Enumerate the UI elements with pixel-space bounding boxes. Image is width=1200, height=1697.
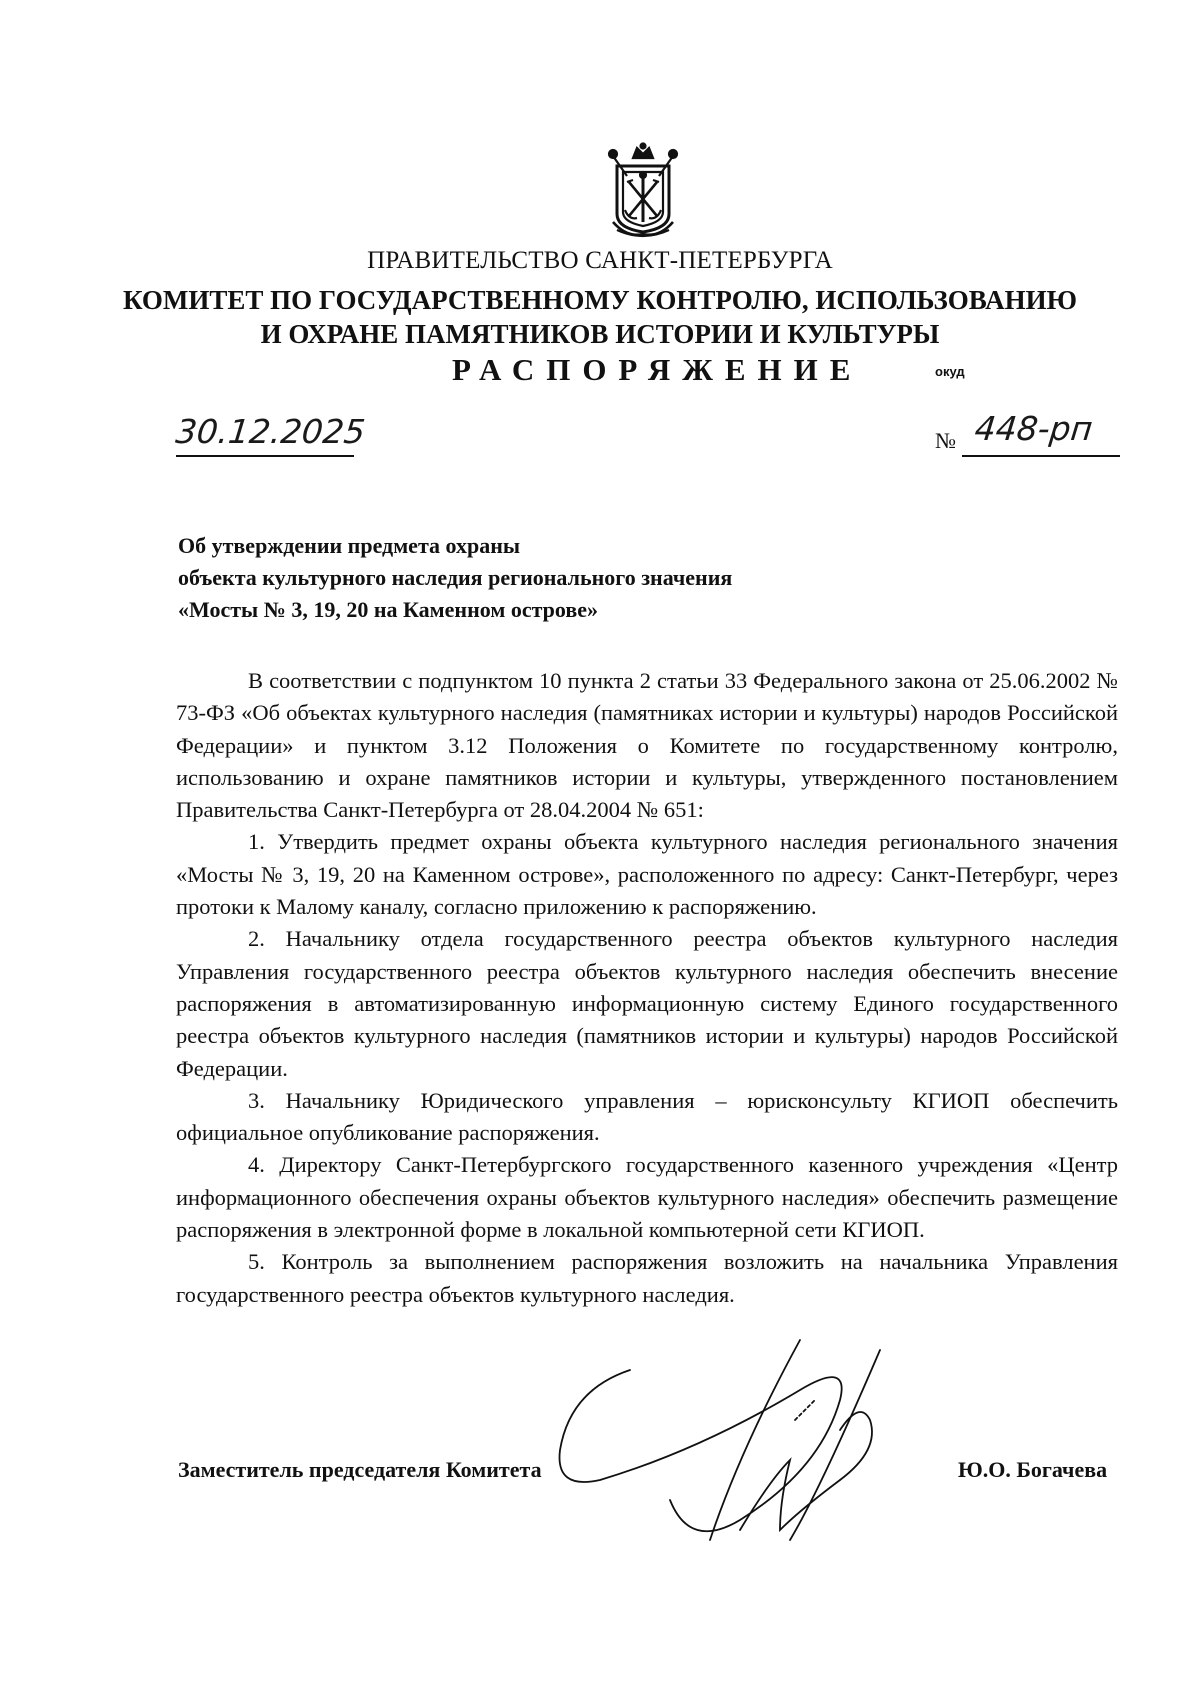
committee-name-line-2: И ОХРАНЕ ПАМЯТНИКОВ ИСТОРИИ И КУЛЬТУРЫ: [260, 319, 940, 349]
preamble-paragraph: В соответствии с подпунктом 10 пункта 2 статьи 33 Федерального закона от 25.06.2002 № 73-ФЗ «Об объектах культурного наследия (памятниках истории и культуры) народов Российской Федерации» и пунктом 3.12 Положения о Комитете по государственному контролю, использованию и охране памятников истории и культуры, утвержденного постановлением Правительства Санкт-Петербурга от 28.04.2004 № 651:: [176, 668, 1118, 823]
date-underline: [176, 455, 354, 457]
subject-line-2: объекта культурного наследия регионального значения: [178, 565, 733, 590]
coat-of-arms-icon: [603, 142, 683, 242]
document-type: РАСПОРЯЖЕНИЕ: [452, 352, 863, 387]
signatory-title: Заместитель председателя Комитета: [178, 1457, 542, 1482]
committee-name-line-1: КОМИТЕТ ПО ГОСУДАРСТВЕННОМУ КОНТРОЛЮ, ИСПОЛЬЗОВАНИЮ: [123, 285, 1077, 315]
government-name: ПРАВИТЕЛЬСТВО САНКТ-ПЕТЕРБУРГА: [367, 247, 833, 274]
item-1-paragraph: 1. Утвердить предмет охраны объекта культурного наследия регионального значения «Мосты № 3, 19, 20 на Каменном острове», расположенного по адресу: Санкт-Петербург, через протоки к Малому каналу, согласно приложению к распоряжению.: [176, 829, 1118, 920]
number-underline: [962, 455, 1120, 457]
handwritten-signature: [540, 1330, 960, 1580]
number-sign: №: [935, 428, 956, 453]
document-date: 30.12.2025: [173, 412, 368, 451]
document-number: 448-рп: [972, 409, 1095, 448]
okud-label: окуд: [935, 364, 965, 379]
subject-line-3: «Мосты № 3, 19, 20 на Каменном острове»: [178, 597, 599, 622]
document-subject: [178, 530, 732, 626]
item-2-paragraph: 2. Начальнику отдела государственного реестра объектов культурного наследия Управления государственного реестра объектов культурного наследия обеспечить внесение распоряжения в автоматизированную информационную систему Единого государственного реестра объектов культурного наследия (памятников истории и культуры) народов Российской Федерации.: [176, 926, 1118, 1081]
item-4-paragraph: 4. Директору Санкт-Петербургского государственного казенного учреждения «Центр информационного обеспечения охраны объектов культурного наследия» обеспечить размещение распоряжения в электронной форме в локальной компьютерной сети КГИОП.: [176, 1152, 1118, 1243]
subject-line-1: Об утверждении предмета охраны: [178, 533, 521, 558]
item-5-paragraph: 5. Контроль за выполнением распоряжения возложить на начальника Управления государственного реестра объектов культурного наследия.: [176, 1249, 1118, 1307]
item-3-paragraph: 3. Начальнику Юридического управления – юрисконсульту КГИОП обеспечить официальное опубликование распоряжения.: [176, 1087, 1118, 1146]
committee-name: [0, 283, 1200, 351]
document-body: [176, 665, 1118, 1311]
signatory-name: Ю.О. Богачева: [958, 1457, 1108, 1482]
